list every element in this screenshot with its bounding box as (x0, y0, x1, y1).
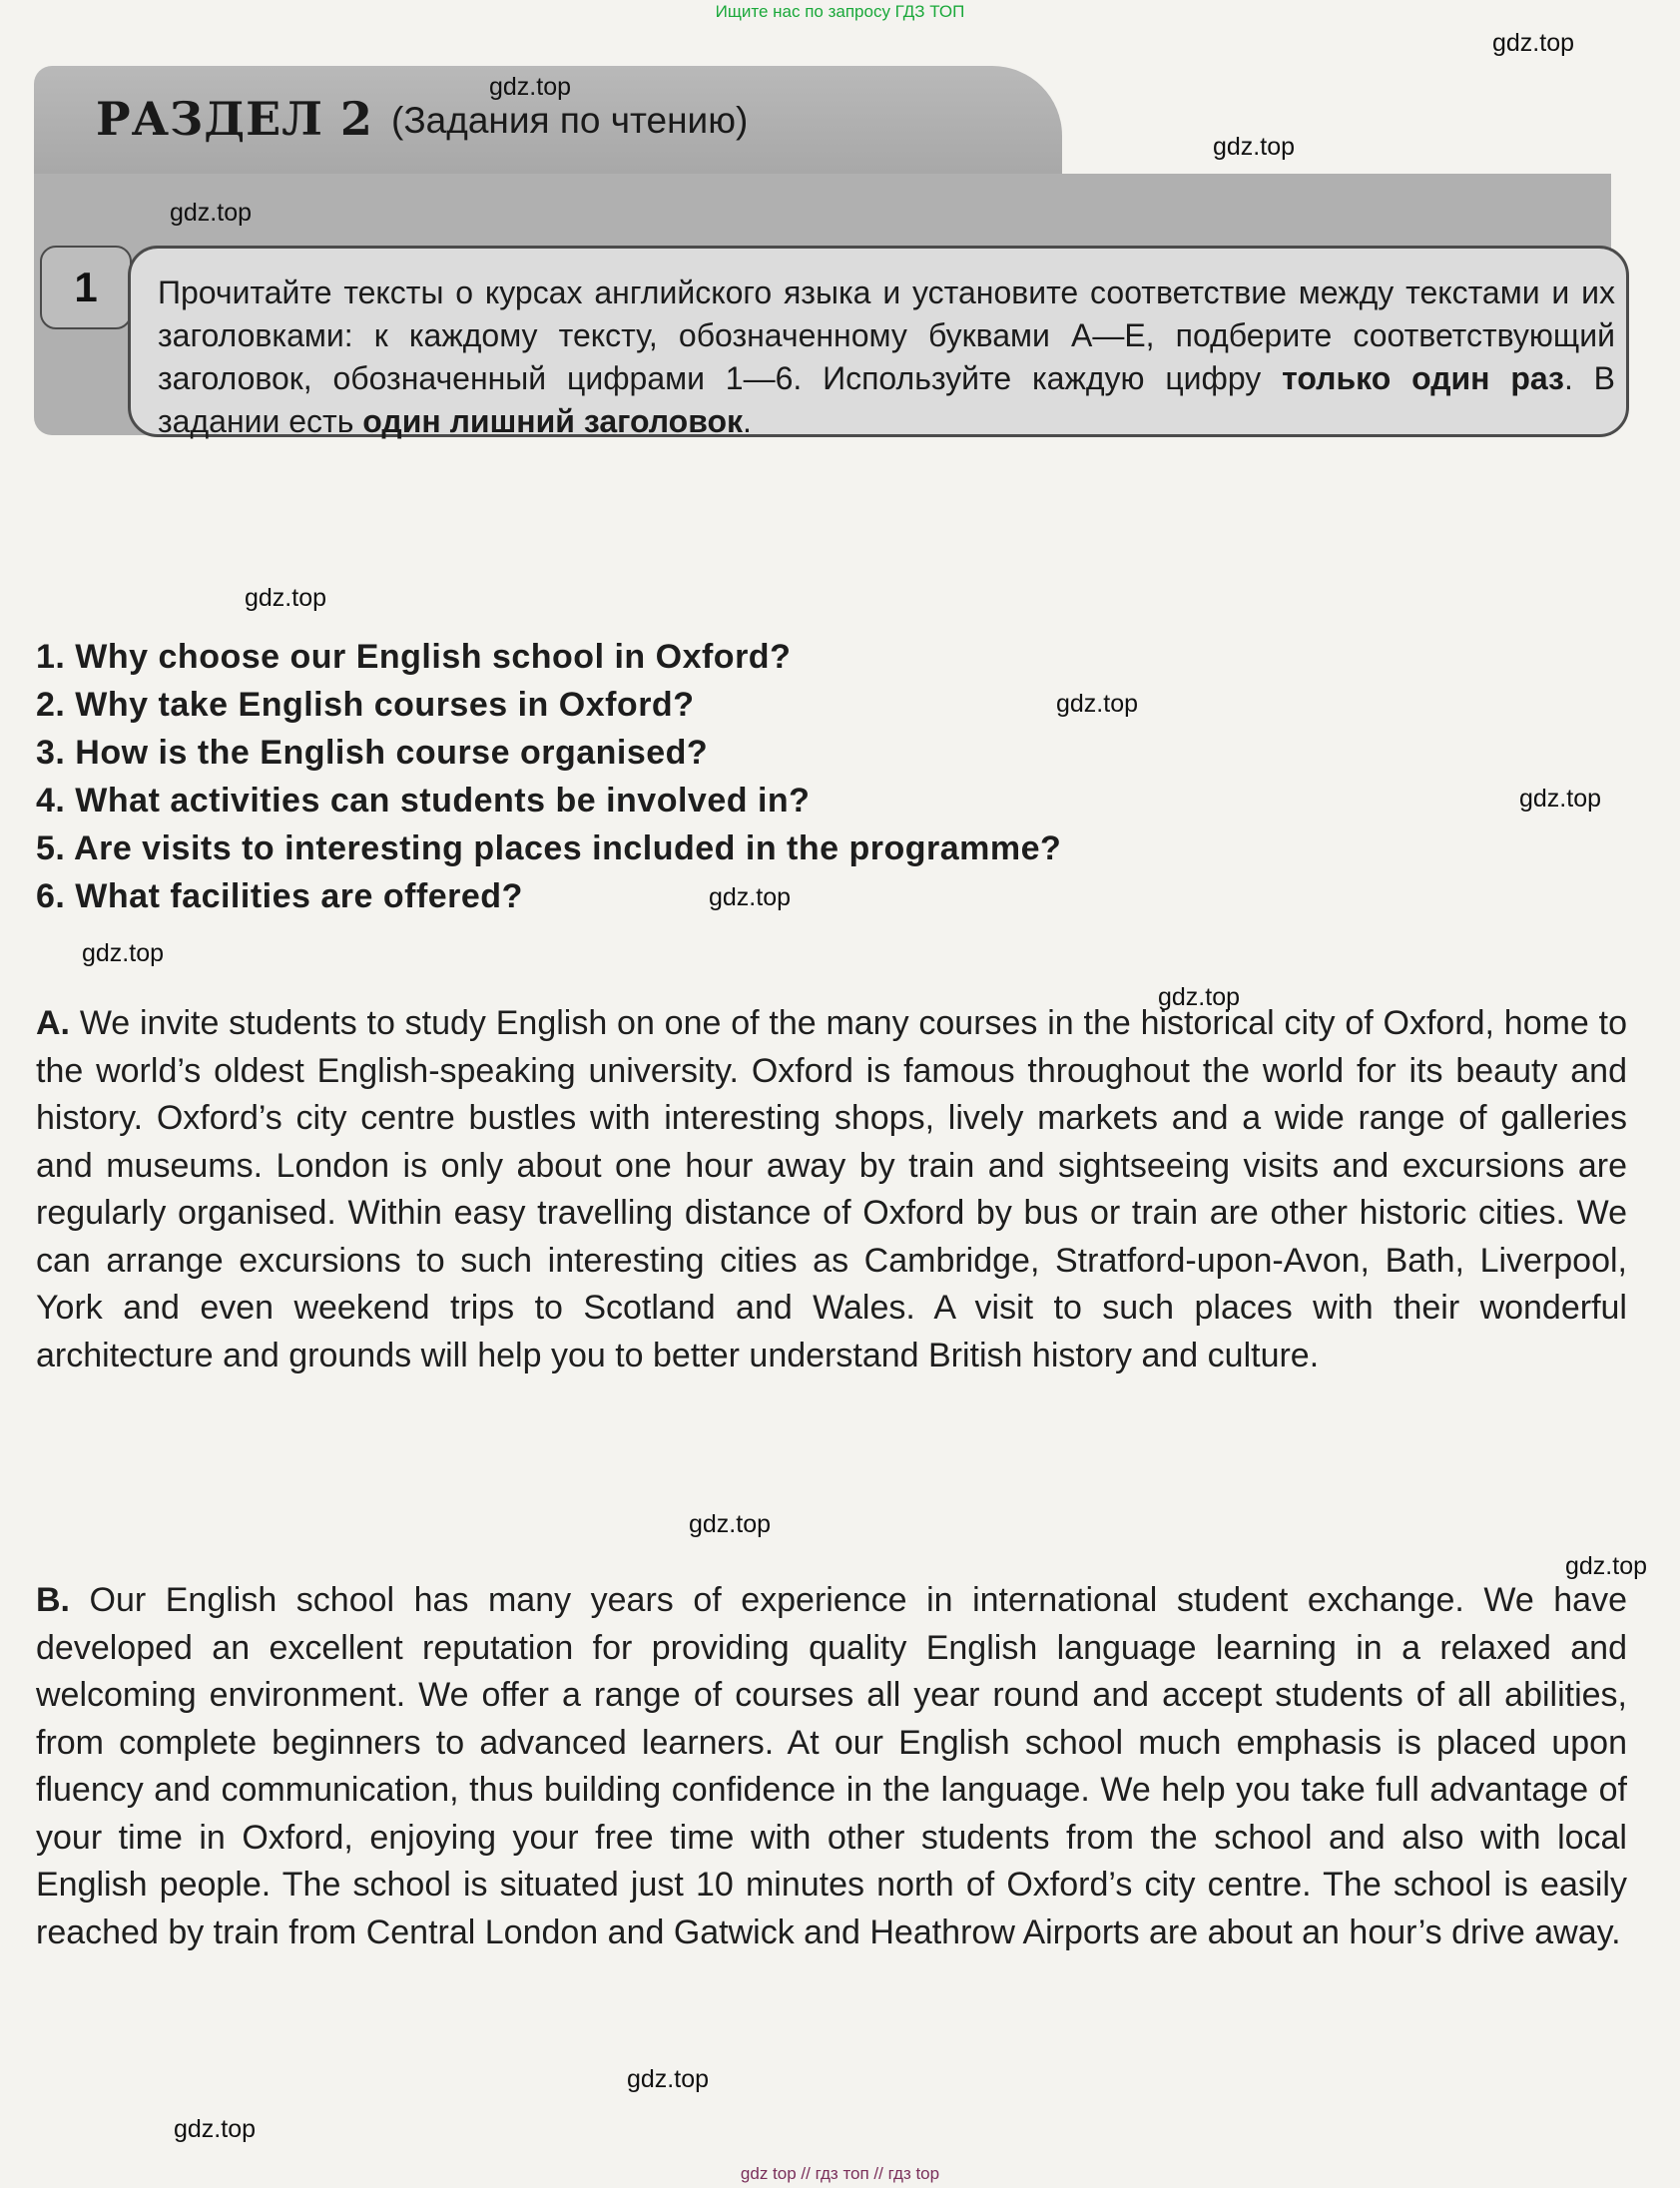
task-number: 1 (40, 246, 132, 329)
watermark: gdz.top (1565, 1552, 1648, 1580)
task-text-3: . (743, 403, 752, 439)
section-subtitle: (Задания по чтению) (391, 100, 749, 141)
watermark: gdz.top (1158, 983, 1241, 1011)
text-b (36, 1577, 1627, 1956)
text-b-letter: B. (36, 1581, 70, 1619)
section-title: РАЗДЕЛ 2 (96, 92, 373, 146)
heading-2: 2. Why take English courses in Oxford? (36, 686, 695, 724)
text-a (36, 1000, 1627, 1379)
task-text-1: Прочитайте тексты о курсах английского языка и установите соответствие между текстами и их заголовками: к каждому тексту, обозначенному буквами А—Е, подберите соответствующий заголовок, обозначенный цифрами 1—6. Используйте каждую цифру (158, 274, 1615, 396)
task-instruction (158, 272, 1615, 443)
watermark: gdz.top (245, 584, 327, 612)
watermark: gdz.top (627, 2065, 710, 2093)
task-text-2: . В задании есть (158, 360, 1616, 439)
watermark: gdz.top (1492, 29, 1575, 57)
text-a-body: We invite students to study English on one of the many courses in the historical city of Oxford, home to the world’s oldest English-speaking university. Oxford is famous throughout the world for its beauty and history. Oxford’s city centre bustles with interesting shops, lively markets and a wide range of galleries and museums. London is only about one hour away by train and sightseeing visits and excursions are regularly organised. Within easy travelling distance of Oxford by bus or train are other historic cities. We can arrange excursions to such interesting cities as Cambridge, Stratford-upon-Avon, Bath, Liverpool, York and even weekend trips to Scotland and Wales. A visit to such places with their wonderful architecture and grounds will help you to better understand British history and culture. (36, 1004, 1627, 1374)
heading-5: 5. Are visits to interesting places included in the programme? (36, 829, 1062, 867)
watermark: gdz.top (689, 1510, 772, 1538)
watermark: gdz.top (170, 199, 253, 227)
bottom-banner: gdz top // гдз топ // гдз top (740, 2164, 940, 2183)
watermark: gdz.top (489, 73, 572, 101)
watermark: gdz.top (709, 883, 792, 911)
heading-4: 4. What activities can students be involved in? (36, 782, 811, 820)
watermark: gdz.top (82, 939, 165, 967)
watermark: gdz.top (174, 2115, 257, 2143)
top-banner: Ищите нас по запросу ГДЗ ТОП (715, 2, 965, 21)
task-bold-1: только один раз (1282, 360, 1564, 396)
text-a-letter: A. (36, 1004, 70, 1042)
task-bold-2: один лишний заголовок (362, 403, 744, 439)
watermark: gdz.top (1056, 690, 1139, 718)
text-b-body: Our English school has many years of experience in international student exchange. We have developed an excellent reputation for providing quality English language learning in a relaxed and welcoming environment. We offer a range of courses all year round and accept students of all abilities, from complete beginners to advanced learners. At our English school much emphasis is placed upon fluency and communication, thus building confidence in the language. We help you take full advantage of your time in Oxford, enjoying your free time with other students from the school and also with local English people. The school is situated just 10 minutes north of Oxford’s city centre. The school is easily reached by train from Central London and Gatwick and Heathrow Airports are about an hour’s drive away. (36, 1581, 1627, 1951)
watermark: gdz.top (1213, 133, 1296, 161)
heading-6: 6. What facilities are offered? (36, 877, 523, 915)
headings-list (36, 633, 1633, 920)
heading-1: 1. Why choose our English school in Oxford? (36, 638, 792, 676)
watermark: gdz.top (1519, 785, 1602, 813)
heading-3: 3. How is the English course organised? (36, 734, 709, 772)
